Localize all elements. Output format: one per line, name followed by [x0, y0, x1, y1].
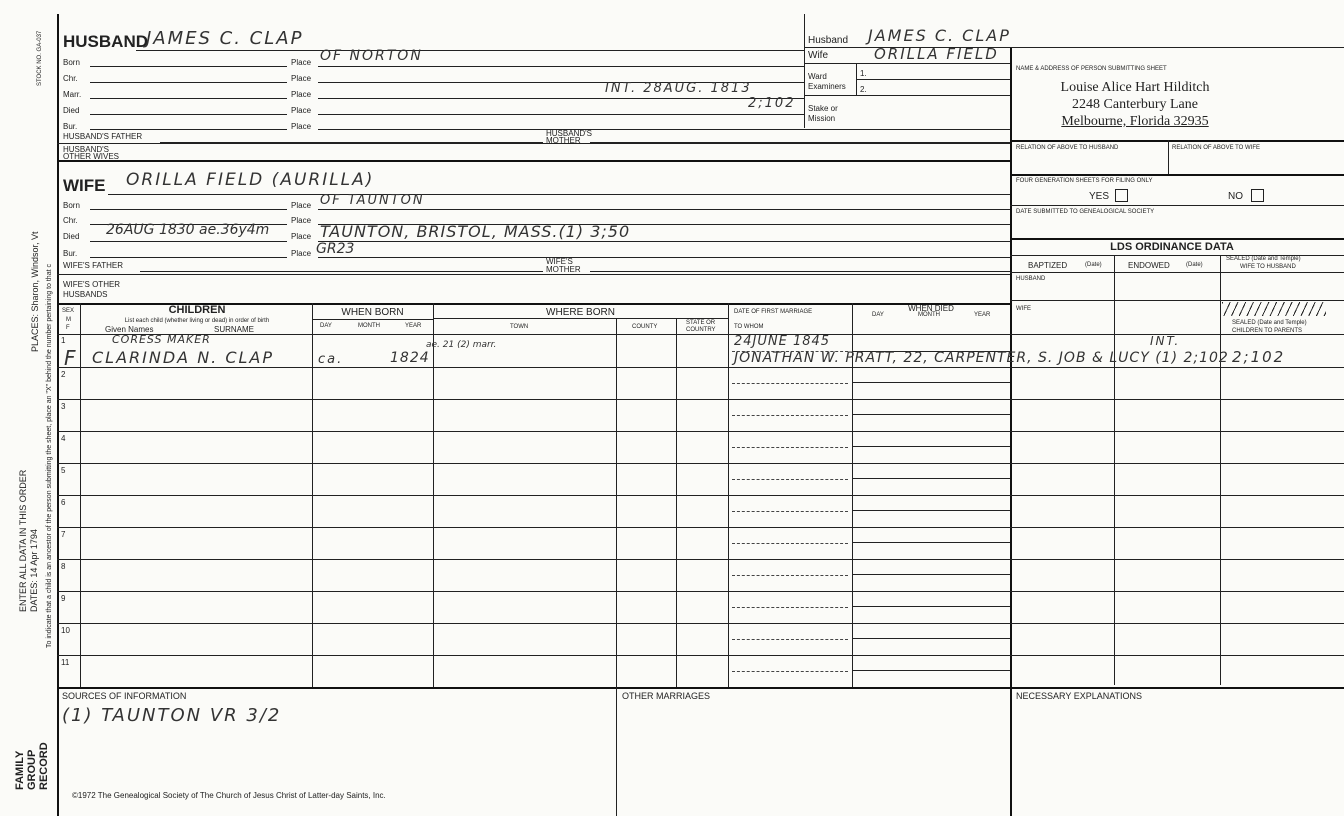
husband-marr-note[interactable]: INT. 28AUG. 1813	[605, 81, 752, 96]
husband-died-place-label: Place	[291, 106, 312, 115]
sex-f: F	[66, 325, 70, 331]
wife-mother-label-1: WIFE'S	[546, 257, 573, 266]
mission-label: Mission	[808, 114, 836, 123]
stock-number: STOCK NO. GA-037	[37, 30, 43, 86]
child1-spouse[interactable]: JONATHAN W. PRATT, 22, CARPENTER, S. JOB & LUCY (1) 2;102	[734, 350, 1229, 366]
copyright: ©1972 The Genealogical Society of The Church of Jesus Christ of Latter-day Saints, Inc.	[72, 791, 386, 800]
surname-label: SURNAME	[214, 325, 255, 334]
husband-born-place-label: Place	[291, 58, 312, 67]
children-list-note: List each child (whether living or dead) in order of birth	[124, 318, 270, 324]
wife-bur-place[interactable]: GR23	[316, 241, 355, 257]
source-1[interactable]: (1) TAUNTON VR 3/2	[62, 705, 282, 726]
child1-born-month[interactable]: ca.	[318, 352, 344, 367]
date-submitted-label: DATE SUBMITTED TO GENEALOGICAL SOCIETY	[1016, 209, 1155, 215]
wife-born-place-label: Place	[291, 201, 312, 210]
husband-marr-label: Marr.	[63, 90, 82, 99]
row-number: 1	[61, 336, 66, 345]
husband-bur-place-label: Place	[291, 122, 312, 131]
record-title: FAMILY GROUP RECORD	[14, 742, 50, 790]
when-born-label: WHEN BORN	[341, 307, 404, 318]
children-title: CHILDREN	[168, 304, 226, 316]
hdr-husband-value[interactable]: JAMES C. CLAP	[868, 26, 1011, 45]
husband-other-wives-label-1: HUSBAND'S	[63, 145, 109, 154]
four-gen-label: FOUR GENERATION SHEETS FOR FILING ONLY	[1016, 178, 1153, 184]
row-number: 11	[61, 658, 70, 667]
child1-sealed[interactable]: 2;102	[1232, 348, 1286, 366]
first-marriage-label: DATE OF FIRST MARRIAGE	[734, 309, 813, 315]
wife-died-date[interactable]: 26AUG 1830 ae.36y4m	[106, 222, 270, 238]
husband-name[interactable]: JAMES C. CLAP	[146, 28, 304, 49]
born-month-label: MONTH	[358, 323, 380, 329]
wife-bur-place-label: Place	[291, 249, 312, 258]
husband-died-label: Died	[63, 106, 80, 115]
hdr-husband-label: Husband	[808, 35, 849, 46]
born-year-label: YEAR	[405, 323, 422, 329]
submitter-line-2[interactable]: 2248 Canterbury Lane	[1072, 97, 1198, 112]
relation-husband-label: RELATION OF ABOVE TO HUSBAND	[1016, 145, 1119, 151]
where-born-label: WHERE BORN	[546, 307, 615, 318]
husband-marr-place-label: Place	[291, 90, 312, 99]
lds-wife-label: WIFE	[1016, 306, 1031, 312]
relation-wife-label: RELATION OF ABOVE TO WIFE	[1172, 145, 1261, 151]
state-label-2: COUNTRY	[686, 327, 716, 333]
sex-label: SEX	[62, 308, 75, 314]
wife-other-husbands-label-1: WIFE'S OTHER	[63, 280, 121, 289]
enter-data-note: ENTER ALL DATA IN THIS ORDER	[18, 469, 28, 612]
lds-title: LDS ORDINANCE DATA	[1110, 241, 1234, 253]
wife-sealed-hatch	[1222, 302, 1326, 316]
yes-label: YES	[1089, 191, 1110, 202]
wife-chr-place-label: Place	[291, 216, 312, 225]
wife-died-place[interactable]: TAUNTON, BRISTOL, MASS.(1) 3;50	[320, 222, 631, 241]
wife-died-label: Died	[63, 232, 80, 241]
county-label: COUNTY	[632, 324, 658, 330]
examiner-2: 2.	[860, 85, 867, 94]
sources-label: SOURCES OF INFORMATION	[62, 691, 187, 701]
ward-label: Ward	[808, 72, 827, 81]
sealed-children-label-1: SEALED (Date and Temple)	[1232, 320, 1307, 326]
wife-mother-label-2: MOTHER	[546, 265, 581, 274]
husband-chr-place-label: Place	[291, 74, 312, 83]
wife-died-place-label: Place	[291, 232, 312, 241]
child1-born-year[interactable]: 1824	[390, 350, 430, 366]
ancestor-indicator-note: To indicate that a child is an ancestor of the person submitting the sheet, place an "X" behind the number pertaining to that c	[46, 264, 53, 648]
sealed-label-1: SEALED (Date and Temple)	[1226, 256, 1301, 262]
husband-ref[interactable]: 2;102	[748, 96, 796, 111]
submitter-line-3[interactable]: Melbourne, Florida 32935	[1061, 114, 1209, 129]
to-whom-label: TO WHOM	[734, 324, 764, 330]
child1-note[interactable]: CORESS MAKER	[112, 333, 211, 346]
died-month-label: MONTH	[918, 312, 940, 318]
no-checkbox[interactable]	[1251, 189, 1264, 202]
husband-mother-label-2: MOTHER	[546, 136, 581, 145]
child1-marriage-date[interactable]: 24JUNE 1845	[734, 334, 831, 349]
sex-m: M	[66, 317, 71, 323]
row-number: 10	[61, 626, 70, 635]
husband-born-place[interactable]: OF NORTON	[320, 48, 423, 64]
submitter-label: NAME & ADDRESS OF PERSON SUBMITTING SHEET	[1016, 66, 1167, 72]
child1-endowed[interactable]: INT.	[1150, 334, 1181, 348]
child1-sex[interactable]: F	[64, 346, 76, 370]
baptized-label: BAPTIZED	[1028, 261, 1068, 270]
husband-father-label: HUSBAND'S FATHER	[63, 132, 143, 141]
husband-bur-label: Bur.	[63, 122, 78, 131]
sealed-children-label-2: CHILDREN TO PARENTS	[1232, 328, 1303, 334]
examiner-1: 1.	[860, 69, 867, 78]
husband-chr-label: Chr.	[63, 74, 78, 83]
born-day-label: DAY	[320, 323, 332, 329]
dates-note: DATES: 14 Apr 1794	[29, 529, 39, 612]
stake-label: Stake or	[808, 104, 838, 113]
died-day-label: DAY	[872, 312, 884, 318]
hdr-wife-label: Wife	[808, 50, 828, 61]
hdr-wife-value[interactable]: ORILLA FIELD	[874, 45, 999, 63]
examiners-label: Examiners	[808, 82, 846, 91]
when-died-label: WHEN DIED	[908, 304, 954, 313]
wife-chr-label: Chr.	[63, 216, 78, 225]
row-number: 8	[61, 562, 66, 571]
row-number: 5	[61, 466, 66, 475]
given-names-label: Given Names	[105, 325, 154, 334]
wife-born-place[interactable]: OF TAUNTON	[320, 193, 425, 208]
other-marriages-label: OTHER MARRIAGES	[622, 691, 711, 701]
town-label: TOWN	[510, 324, 529, 330]
child1-name[interactable]: CLARINDA N. CLAP	[92, 348, 275, 367]
state-label-1: STATE OR	[686, 320, 716, 326]
husband-heading: HUSBAND	[63, 32, 148, 51]
sealed-label-2: WIFE TO HUSBAND	[1240, 264, 1296, 270]
row-number: 6	[61, 498, 66, 507]
no-label: NO	[1228, 191, 1243, 202]
row-number: 4	[61, 434, 66, 443]
row-number: 7	[61, 530, 66, 539]
lds-husband-label: HUSBAND	[1016, 276, 1046, 282]
places-note: PLACES: Sharon, Windsor, Vt	[30, 231, 40, 352]
died-year-label: YEAR	[974, 312, 991, 318]
endowed-date-label: (Date)	[1186, 262, 1203, 268]
baptized-date-label: (Date)	[1085, 262, 1102, 268]
row-number: 2	[61, 370, 66, 379]
wife-born-label: Born	[63, 201, 80, 210]
row-number: 9	[61, 594, 66, 603]
wife-father-label: WIFE'S FATHER	[63, 261, 124, 270]
row-number: 3	[61, 402, 66, 411]
wife-heading: WIFE	[63, 176, 106, 195]
husband-mother-label-1: HUSBAND'S	[546, 129, 592, 138]
child1-town[interactable]: ae. 21 (2) marr.	[426, 340, 497, 350]
wife-bur-label: Bur.	[63, 249, 78, 258]
wife-other-husbands-label-2: HUSBANDS	[63, 290, 108, 299]
wife-name[interactable]: ORILLA FIELD (AURILLA)	[126, 170, 375, 190]
submitter-line-1[interactable]: Louise Alice Hart Hilditch	[1060, 80, 1210, 95]
explanations-label: NECESSARY EXPLANATIONS	[1016, 691, 1143, 701]
husband-born-label: Born	[63, 58, 80, 67]
yes-checkbox[interactable]	[1115, 189, 1128, 202]
endowed-label: ENDOWED	[1128, 261, 1170, 270]
husband-other-wives-label-2: OTHER WIVES	[63, 152, 120, 161]
